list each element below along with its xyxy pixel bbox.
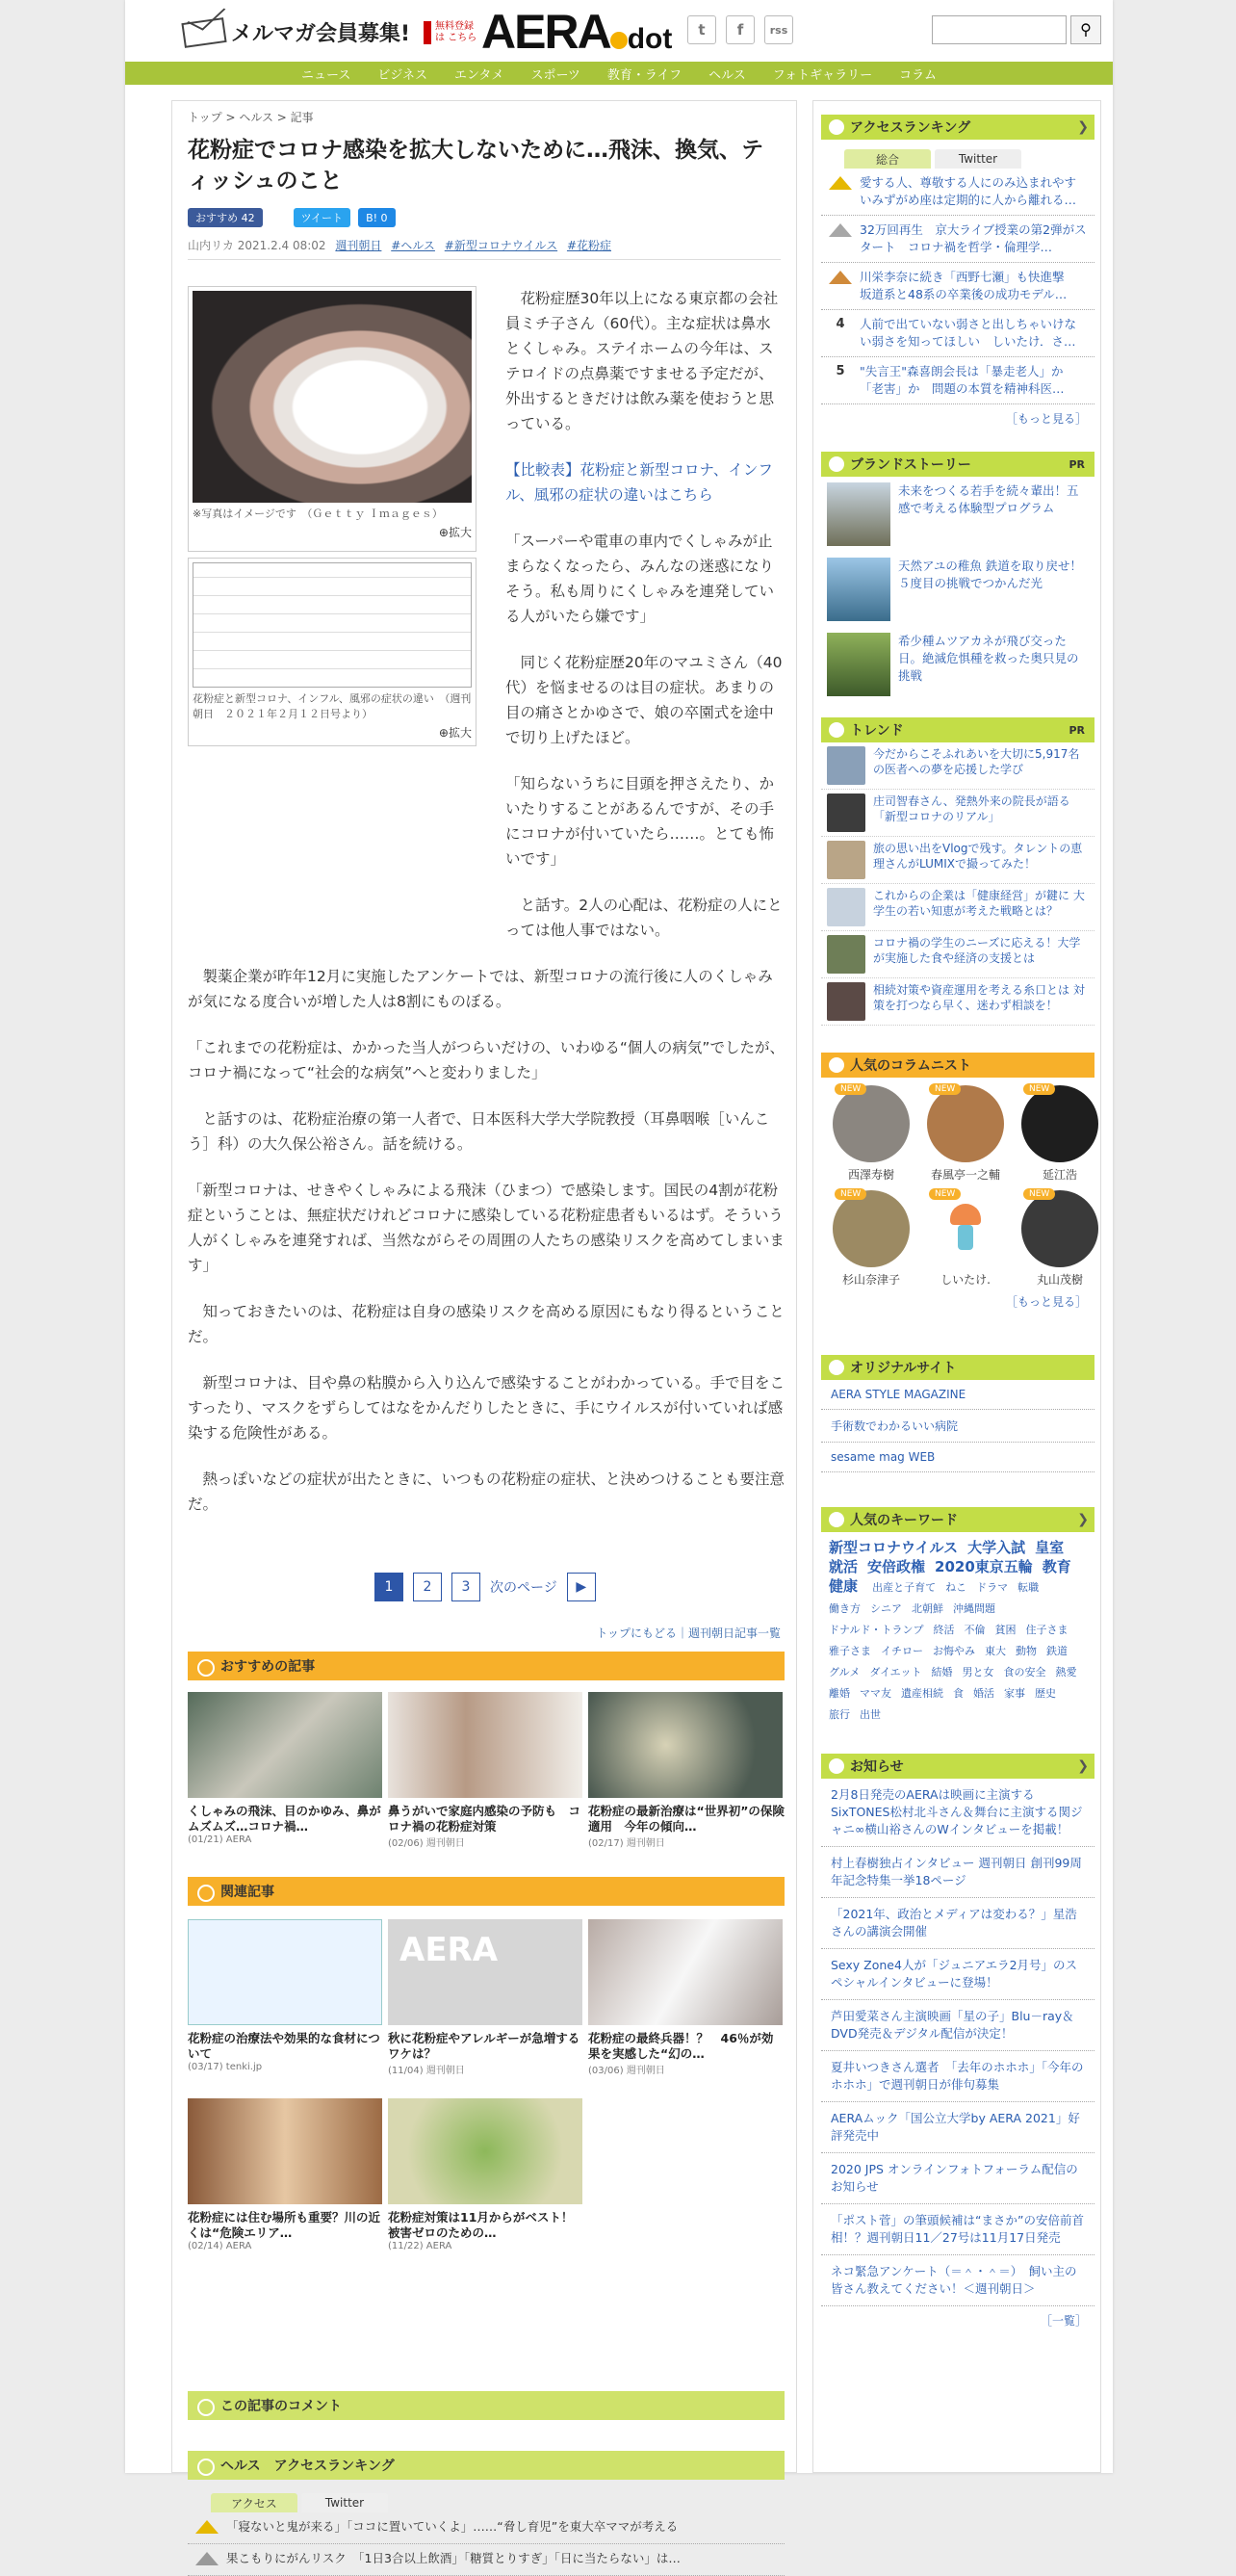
- story-text: 天然アユの稚魚 鉄道を取り戻せ！５度目の挑戦でつかんだ光: [898, 559, 1082, 590]
- tag-health[interactable]: #ヘルス: [391, 239, 435, 252]
- paragraph: 同じく花粉症歴20年のマユミさん（40代）を悩ませるのは目の症状。あまりの目の痛さとかゆさで、娘の卒園式を途中で切り上げたほど。: [505, 654, 783, 746]
- tag-covid[interactable]: #新型コロナウイルス: [444, 239, 558, 252]
- mailmag-banner[interactable]: [183, 17, 481, 47]
- ranking-item-text: 32万回再生 京大ライブ授業の第2弾がスタート コロナ禍を哲学・倫理学…: [860, 222, 1087, 254]
- logo-dot-icon: [610, 32, 628, 49]
- brand-story-item[interactable]: [821, 627, 1094, 702]
- new-badge: NEW: [835, 1188, 866, 1200]
- brand-story-item[interactable]: [821, 552, 1094, 627]
- trend-image: [827, 794, 865, 832]
- nav-entame[interactable]: エンタメ: [453, 67, 504, 83]
- envelope-icon: [181, 17, 226, 48]
- keyword[interactable]: 食の安全: [1003, 1666, 1046, 1678]
- trend-image: [827, 841, 865, 879]
- keyword-cloud: [821, 1532, 1094, 1730]
- keyword[interactable]: 不倫: [964, 1624, 986, 1636]
- crown-gold-icon: [195, 2520, 219, 2537]
- aera-dot-logo[interactable]: [481, 4, 672, 60]
- article-title: 花粉症でコロナ感染を拡大しないために…飛沫、換気、ティッシュのこと: [188, 138, 763, 194]
- keyword[interactable]: 動物: [1016, 1645, 1037, 1657]
- mushroom-icon: [950, 1204, 981, 1225]
- columnist-name: 丸山茂樹: [1036, 1273, 1083, 1287]
- related-card[interactable]: [188, 2098, 384, 2251]
- nav-news[interactable]: ニュース: [300, 67, 351, 83]
- related-card[interactable]: [388, 2098, 584, 2251]
- story-text: 未来をつくる若手を続々輩出！五感で考える体験型プログラム: [898, 483, 1079, 515]
- keyword[interactable]: 転職: [1017, 1581, 1040, 1594]
- keyword[interactable]: ダイエット: [869, 1666, 922, 1678]
- keyword[interactable]: 北朝鮮: [912, 1602, 943, 1615]
- author: 山内リカ: [188, 239, 234, 252]
- crown-bronze-icon: [829, 271, 852, 288]
- more-link[interactable]: ［もっと見る］: [1005, 412, 1087, 426]
- access-ranking-box: [821, 115, 1094, 432]
- related-title: 関連記事: [220, 1885, 274, 1900]
- notice-list-link[interactable]: ［一覧］: [1040, 2314, 1087, 2328]
- trend-item[interactable]: [821, 837, 1094, 884]
- trend-text: これからの企業は「健康経営」が鍵に 大学生の若い知恵が考えた戦略とは？: [873, 889, 1085, 918]
- keyword[interactable]: 鉄道: [1046, 1645, 1068, 1657]
- new-badge: NEW: [1023, 1083, 1055, 1095]
- tab-overall[interactable]: 総合: [844, 149, 931, 169]
- notice-item[interactable]: AERAムック「国公立大学by AERA 2021」好評発売中: [821, 2102, 1094, 2153]
- page-3[interactable]: 3: [451, 1573, 480, 1601]
- keyword[interactable]: 家事: [1004, 1687, 1025, 1700]
- paragraph: 「知らないうちに目頭を押さえたり、かいたりすることがあるんですが、その手にコロナが付いていたら……。とても怖いです」: [505, 775, 775, 868]
- trend-image: [827, 935, 865, 974]
- health-ranking: [188, 2484, 785, 2576]
- recommend-title: おすすめの記事: [220, 1659, 316, 1675]
- related-header: [188, 1877, 785, 1906]
- card-title: 花粉症の最新治療は“世界初”の保険適用 今年の傾向…: [588, 1804, 785, 1834]
- article-main: [171, 100, 797, 2565]
- sidebar: [812, 100, 1101, 2473]
- card-image: [188, 1692, 382, 1798]
- card-image: [588, 1692, 783, 1798]
- keyword[interactable]: 沖縄問題: [953, 1602, 995, 1615]
- comment-title: この記事のコメント: [220, 2399, 342, 2414]
- trend-title: トレンド: [850, 723, 904, 739]
- social-links: [687, 15, 793, 44]
- trend-item[interactable]: [821, 742, 1094, 790]
- related-list-row2: [188, 2098, 584, 2251]
- notice-item[interactable]: 芦田愛菜さん主演映画「星の子」Blu－ray＆DVD発売＆デジタル配信が決定！: [821, 2000, 1094, 2051]
- keyword[interactable]: 安倍政権: [867, 1558, 926, 1575]
- related-list-row1: [188, 1919, 785, 2076]
- keyword[interactable]: 男と女: [962, 1666, 994, 1678]
- card-date: (02/06) 週刊朝日: [388, 1838, 465, 1849]
- keyword[interactable]: 雅子さま: [829, 1645, 871, 1657]
- mailmag-label: メルマガ会員募集!: [231, 22, 411, 46]
- keyword[interactable]: ねこ: [945, 1581, 967, 1594]
- paragraph: 「スーパーや電車の車内でくしゃみが止まらなくなったら、みんなの迷惑になりそう。私も周りにくしゃみを連発している人がいたら嫌です」: [505, 533, 775, 625]
- card-date: (11/22) AERA: [388, 2241, 452, 2251]
- card-date: (02/14) AERA: [188, 2241, 252, 2251]
- keyword[interactable]: 終活: [933, 1624, 955, 1636]
- mailmag-free-label: 無料登録は こちら: [424, 21, 481, 44]
- related-card[interactable]: [388, 1919, 584, 2076]
- card-title: くしゃみの飛沫、目のかゆみ、鼻がムズムズ…コロナ禍…: [188, 1804, 381, 1834]
- nav-photo-gallery[interactable]: フォトギャラリー: [772, 67, 873, 83]
- new-badge: NEW: [929, 1188, 961, 1200]
- ranking-item-2[interactable]: [821, 216, 1094, 263]
- keyword-title: 人気のキーワード: [850, 1513, 958, 1528]
- share-buttons: [188, 208, 781, 227]
- keyword[interactable]: ドナルド・トランプ: [829, 1624, 924, 1636]
- keyword[interactable]: 大学入試: [967, 1539, 1026, 1556]
- search-icon: ⚲: [1080, 22, 1092, 39]
- original-site-link[interactable]: sesame mag WEB: [821, 1443, 1094, 1472]
- notice-item[interactable]: 村上春樹独占インタビュー 週刊朝日 創刊99周年記念特集一挙18ページ: [821, 1847, 1094, 1898]
- search-box: [932, 15, 1101, 44]
- article-body: [188, 286, 785, 1538]
- columnist-name: 杉山奈津子: [841, 1273, 900, 1287]
- keyword[interactable]: イチロー: [881, 1645, 923, 1657]
- ranking-tabs: [844, 149, 1094, 169]
- trend-text: コロナ禍の学生のニーズに応える！大学が実施した食や経済の支援とは: [873, 936, 1081, 965]
- notice-title: お知らせ: [850, 1759, 904, 1775]
- crown-gold-icon: [829, 176, 852, 194]
- tab-twitter[interactable]: Twitter: [301, 2493, 388, 2512]
- brand-story-header: [821, 452, 1094, 477]
- keyword[interactable]: シニア: [870, 1602, 902, 1615]
- columnist-item[interactable]: [1016, 1190, 1104, 1288]
- tag-kafunsho[interactable]: #花粉症: [566, 239, 611, 252]
- trend-image: [827, 888, 865, 926]
- ranking-item-4[interactable]: [821, 310, 1094, 357]
- keyword-header[interactable]: [821, 1507, 1094, 1532]
- chevron-right-icon: ❯: [1077, 119, 1089, 135]
- facebook-icon[interactable]: f: [726, 15, 755, 44]
- avatar: [1021, 1085, 1098, 1162]
- nav-column[interactable]: コラム: [899, 67, 938, 83]
- avatar: [1021, 1190, 1098, 1267]
- original-site-title: オリジナルサイト: [850, 1361, 957, 1376]
- facebook-share-button[interactable]: おすすめ 42: [188, 208, 263, 227]
- notice-item[interactable]: Sexy Zone4人が「ジュニアエラ2月号」のスペシャルインタビューに登場！: [821, 1949, 1094, 2000]
- paragraph: 「これまでの花粉症は、かかった当人がつらいだけの、いわゆる“個人の病気”でしたが、コロナ禍になって“社会的な病気”へと変わりました」: [188, 1039, 785, 1081]
- card-title: 鼻うがいで家庭内感染の予防も コロナ禍の花粉症対策: [388, 1804, 581, 1834]
- trend-box: [821, 717, 1094, 1026]
- avatar: [833, 1085, 910, 1162]
- page-2[interactable]: 2: [413, 1573, 442, 1601]
- rss-icon[interactable]: rss: [764, 15, 793, 44]
- keyword[interactable]: 貧困: [994, 1624, 1017, 1636]
- keyword[interactable]: 教育: [1042, 1558, 1071, 1575]
- card-date: (03/17) tenki.jp: [188, 2062, 263, 2072]
- brand-story-item[interactable]: [821, 477, 1094, 552]
- card-image: [388, 1919, 582, 2025]
- trend-text: 庄司智春さん、発熱外来の院長が語る「新型コロナのリアル」: [873, 794, 1070, 823]
- paragraph: 花粉症歴30年以上になる東京都の会社員ミチ子さん（60代）。主な症状は鼻水とくしゃみ。ステイホームの今年は、ステロイドの点鼻薬ですませる予定だが、外出するときだけは飲み薬を使おうと思っている。: [505, 290, 779, 432]
- article-meta: [188, 237, 781, 260]
- trend-item[interactable]: [821, 931, 1094, 978]
- trend-text: 相続対策や資産運用を考える糸口とは 対策を打つなら早く、迷わず相談を！: [873, 983, 1085, 1012]
- ranking-item-text: 人前で出ていない弱さと出しちゃいけない弱さを知ってほしい しいたけ．さ…: [860, 317, 1077, 349]
- trend-text: 今だからこそふれあいを大切に5,917名の医者への夢を応援した学び: [873, 747, 1080, 776]
- notice-box: [821, 1754, 1094, 2334]
- trend-header: [821, 717, 1094, 742]
- next-page-link[interactable]: 次のページ: [490, 1580, 557, 1596]
- crown-silver-icon: [829, 223, 852, 241]
- notice-item[interactable]: 「ポスト菅」の筆頭候補は“まさか”の安倍前首相！？週刊朝日11／27号は11月17日発売: [821, 2204, 1094, 2255]
- breadcrumb-health[interactable]: ヘルス: [239, 111, 273, 124]
- trend-item[interactable]: [821, 884, 1094, 931]
- zoom-button[interactable]: ⊕拡大: [438, 726, 472, 740]
- notice-item[interactable]: ネコ緊急アンケート（＝＾・＾＝） 飼い主の皆さん教えてください！＜週刊朝日＞: [821, 2255, 1094, 2306]
- rank-number: 5: [836, 364, 845, 378]
- recommend-card[interactable]: [188, 1692, 384, 1849]
- logo-sub-text: dot: [627, 23, 673, 55]
- more-link[interactable]: ［もっと見る］: [1005, 1295, 1087, 1309]
- nav-education-life[interactable]: 教育・ライフ: [606, 67, 682, 83]
- search-button[interactable]: [1070, 15, 1101, 44]
- keyword[interactable]: 皇室: [1035, 1539, 1065, 1556]
- zoom-label: 拡大: [448, 726, 472, 740]
- card-title: 秋に花粉症やアレルギーが急増するワケは？: [388, 2031, 580, 2061]
- nav-sports[interactable]: スポーツ: [530, 67, 580, 83]
- recommend-card[interactable]: [388, 1692, 584, 1849]
- breadcrumb-article: 記事: [290, 111, 314, 124]
- keyword[interactable]: 2020東京五輪: [935, 1558, 1033, 1575]
- card-title: 花粉症には住む場所も重要？川の近くは“危険エリア…: [188, 2210, 381, 2240]
- card-title: 花粉症対策は11月からがベスト！ 被害ゼロのための…: [388, 2210, 585, 2240]
- new-badge: NEW: [835, 1083, 866, 1095]
- breadcrumb: トップ > ヘルス > 記事: [188, 111, 314, 124]
- columnist-name: しいたけ.: [940, 1273, 991, 1287]
- tweet-button[interactable]: ツイート: [294, 208, 350, 227]
- keyword[interactable]: 健康: [829, 1577, 859, 1595]
- avatar: [927, 1190, 1004, 1267]
- keyword[interactable]: 婚活: [973, 1687, 994, 1700]
- keyword[interactable]: 出産と子育て: [872, 1581, 937, 1594]
- ranking-item-text: 川栄李奈に続き「西野七瀬」も快進撃 坂道系と48系の卒業後の成功モデル…: [860, 270, 1077, 301]
- paragraph: 「新型コロナは、せきやくしゃみによる飛沫（ひまつ）で感染します。国民の4割が花粉症ということは、無症状だけれどコロナに感染している花粉症患者もいるはず。そういう人がくしゃみを連発すれば、当然ながらその周囲の人たちの感染リスクを高めてしまいます」: [188, 1182, 785, 1274]
- breadcrumb-top[interactable]: トップ: [188, 111, 222, 124]
- recommend-card[interactable]: [588, 1692, 785, 1849]
- recommend-list: [188, 1692, 785, 1849]
- columnist-header: [821, 1053, 1094, 1078]
- ranking-item-text: "失言王"森喜朗会長は「暴走老人」か「老害」か 問題の本質を精神科医…: [860, 364, 1065, 396]
- avatar: [927, 1085, 1004, 1162]
- card-date: (01/21) AERA: [188, 1834, 252, 1845]
- notice-header[interactable]: [821, 1754, 1094, 1779]
- search-input[interactable]: [932, 15, 1067, 44]
- columnist-item[interactable]: [1016, 1085, 1104, 1183]
- card-date: (02/17) 週刊朝日: [588, 1838, 665, 1849]
- columnist-item[interactable]: [827, 1085, 915, 1183]
- paragraph: 熱っぽいなどの症状が出たときに、いつもの花粉症の症状、と決めつけることも要注意だ。: [188, 1470, 785, 1513]
- notice-item[interactable]: 2020 JPS オンラインフォトフォーラム配信のお知らせ: [821, 2153, 1094, 2204]
- related-card[interactable]: [588, 1919, 785, 2076]
- keyword[interactable]: 結婚: [931, 1666, 953, 1678]
- ranking-item-text: 「寝ないと鬼が来る」「ココに置いていくよ」……“脅し育児”を東大卒ママが考える: [226, 2519, 679, 2534]
- ranking-item-5[interactable]: [821, 357, 1094, 404]
- photo-caption: ※写真はイメージです （Ｇｅｔｔｙ Ｉｍａｇｅｓ）: [193, 507, 443, 520]
- tab-twitter[interactable]: Twitter: [935, 149, 1021, 169]
- ranking-item-text: 果こもりにがんリスク 「1日3合以上飲酒」「糖質とりすぎ」「日に当たらない」は…: [226, 2551, 681, 2565]
- page: [125, 0, 1113, 2565]
- card-image: [188, 2098, 382, 2204]
- comment-header: [188, 2391, 785, 2420]
- columnist-item[interactable]: [921, 1190, 1010, 1288]
- paragraph: と話す。2人の心配は、花粉症の人にとっては他人事ではない。: [505, 897, 783, 939]
- table-caption: 花粉症と新型コロナ、インフル、風邪の症状の違い （週刊朝日 ２０２１年２月１２日号より）: [193, 692, 472, 720]
- paragraph: 製薬企業が昨年12月に実施したアンケートでは、新型コロナの流行後に人のくしゃみが気になる度合いが増した人は8割にものぼる。: [188, 968, 773, 1010]
- columnist-item[interactable]: [921, 1085, 1010, 1183]
- notice-item[interactable]: 「2021年、政治とメディアは変わる？」星浩さんの講演会開催: [821, 1898, 1094, 1949]
- original-site-link[interactable]: AERA STYLE MAGAZINE: [821, 1380, 1094, 1410]
- trend-text: 旅の思い出をVlogで残す。タレントの恵理さんがLUMIXで撮ってみた！: [873, 842, 1083, 871]
- comparison-link[interactable]: 【比較表】花粉症と新型コロナ、インフル、風邪の症状の違いはこちら: [505, 461, 773, 504]
- columnist-item[interactable]: [827, 1190, 915, 1288]
- ranking-item-1[interactable]: [821, 169, 1094, 216]
- card-image: [388, 2098, 582, 2204]
- ranking-item-3[interactable]: [821, 263, 1094, 310]
- keyword[interactable]: グルメ: [829, 1666, 861, 1678]
- columnist-name: 延江浩: [1042, 1168, 1077, 1182]
- twitter-icon[interactable]: t: [687, 15, 716, 44]
- related-card[interactable]: [188, 1919, 384, 2076]
- trend-image: [827, 746, 865, 785]
- brand-story-box: [821, 452, 1094, 702]
- keyword[interactable]: 歴史: [1035, 1687, 1056, 1700]
- zoom-label: 拡大: [448, 526, 472, 539]
- card-image: [588, 1919, 783, 2025]
- keyword[interactable]: 働き方: [829, 1602, 861, 1615]
- keyword[interactable]: 東大: [985, 1645, 1006, 1657]
- zoom-button[interactable]: ⊕拡大: [438, 526, 472, 539]
- notice-item[interactable]: 夏井いつきさん選者 「去年のホホホ」「今年のホホホ」で週刊朝日が俳句募集: [821, 2051, 1094, 2102]
- global-nav: [125, 62, 1113, 85]
- paragraph: と話すのは、花粉症治療の第一人者で、日本医科大学大学院教授（耳鼻咽喉［いんこう］科）の大久保公裕さん。話を続ける。: [188, 1110, 770, 1153]
- tab-access[interactable]: アクセス: [211, 2493, 297, 2512]
- ranking-item[interactable]: [188, 2512, 785, 2544]
- crown-silver-icon: [195, 2552, 219, 2569]
- keyword[interactable]: 住子さま: [1025, 1624, 1069, 1636]
- keyword[interactable]: 旅行: [829, 1708, 850, 1721]
- keyword[interactable]: 就活: [829, 1558, 859, 1575]
- new-badge: NEW: [1023, 1188, 1055, 1200]
- chevron-right-icon: ❯: [1077, 1512, 1089, 1527]
- card-title: 花粉症の最終兵器！？ 46％が効果を実感した“幻の…: [588, 2031, 774, 2061]
- card-date: (11/04) 週刊朝日: [388, 2066, 465, 2076]
- pr-label: PR: [1069, 723, 1085, 737]
- tag-weekly-asahi[interactable]: 週刊朝日: [335, 239, 382, 252]
- access-ranking-title: アクセスランキング: [850, 120, 971, 136]
- original-site-header: [821, 1355, 1094, 1380]
- avatar: [833, 1190, 910, 1267]
- paragraph: 知っておきたいのは、花粉症は自身の感染リスクを高める原因にもなり得るということだ。: [188, 1303, 785, 1345]
- keyword[interactable]: ドラマ: [976, 1581, 1009, 1594]
- story-image: [827, 482, 890, 546]
- back-links[interactable]: トップにもどる｜週刊朝日記事一覧: [596, 1626, 781, 1640]
- site-header: [125, 0, 1113, 62]
- paragraph: 新型コロナは、目や鼻の粘膜から入り込んで感染することがわかっている。手で目をこすったり、マスクをずらしてはなをかんだりしたときに、手にウイルスが付いていれば感染する危険性がある。: [188, 1374, 785, 1442]
- next-arrow-icon[interactable]: ▶: [567, 1573, 596, 1601]
- keyword[interactable]: 遺産相続: [901, 1687, 943, 1700]
- nav-health[interactable]: ヘルス: [708, 67, 746, 83]
- keyword-box: [821, 1507, 1094, 1730]
- ranking-item[interactable]: [188, 2544, 785, 2576]
- card-title: 花粉症の治療法や効果的な食材について: [188, 2031, 380, 2061]
- keyword[interactable]: 離婚: [829, 1687, 850, 1700]
- logo-text: AERA: [481, 5, 610, 59]
- access-ranking-header[interactable]: [821, 115, 1094, 140]
- pagination: [374, 1573, 596, 1601]
- new-badge: NEW: [929, 1083, 961, 1095]
- story-image: [827, 633, 890, 696]
- brand-story-title: ブランドストーリー: [850, 457, 971, 473]
- keyword[interactable]: 新型コロナウイルス: [829, 1539, 959, 1556]
- recommend-header: [188, 1652, 785, 1680]
- notice-item[interactable]: 2月8日発売のAERAは映画に主演するSixTONES松村北斗さん＆舞台に主演する関ジャニ∞横山裕さんのWインタビューを掲載！: [821, 1779, 1094, 1847]
- health-ranking-header: [188, 2451, 785, 2480]
- nav-business[interactable]: ビジネス: [377, 67, 427, 83]
- keyword[interactable]: ママ友: [860, 1687, 891, 1700]
- card-date: (03/06) 週刊朝日: [588, 2066, 665, 2076]
- columnist-name: 西澤寿樹: [847, 1168, 894, 1182]
- trend-item[interactable]: [821, 790, 1094, 837]
- health-ranking-tabs: [211, 2493, 785, 2512]
- story-text: 希少種ムツアカネが飛び交った日。絶滅危惧種を救った奥只見の挑戦: [898, 634, 1079, 683]
- keyword[interactable]: 熱愛: [1055, 1666, 1077, 1678]
- page-1[interactable]: 1: [374, 1573, 403, 1601]
- card-image: [388, 1692, 582, 1798]
- trend-item[interactable]: [821, 978, 1094, 1026]
- placeholder-logo: AERA: [399, 1931, 499, 1969]
- ranking-item-text: 愛する人、尊敬する人にのみ込まれやすいみずがめ座は定期的に人から離れる…: [860, 175, 1077, 207]
- columnist-title: 人気のコラムニスト: [850, 1058, 971, 1074]
- keyword[interactable]: 出世: [860, 1708, 881, 1721]
- keyword[interactable]: 食: [953, 1687, 964, 1700]
- card-image: [188, 1919, 382, 2025]
- columnist-box: [821, 1053, 1094, 1315]
- original-site-link[interactable]: 手術数でわかるいい病院: [821, 1410, 1094, 1443]
- hatena-bookmark-button[interactable]: B! 0: [358, 208, 395, 227]
- chevron-right-icon: ❯: [1077, 1758, 1089, 1774]
- columnist-grid: [821, 1078, 1094, 1288]
- original-site-box: [821, 1355, 1094, 1472]
- keyword[interactable]: お悔やみ: [933, 1645, 975, 1657]
- trend-image: [827, 982, 865, 1021]
- mushroom-stem: [958, 1225, 973, 1250]
- publish-date: 2021.2.4 08:02: [237, 239, 326, 252]
- health-ranking-title: ヘルス アクセスランキング: [220, 2459, 395, 2474]
- pr-label: PR: [1069, 457, 1085, 471]
- columnist-name: 春風亭一之輔: [930, 1168, 1000, 1182]
- story-image: [827, 558, 890, 621]
- rank-number: 4: [836, 317, 845, 331]
